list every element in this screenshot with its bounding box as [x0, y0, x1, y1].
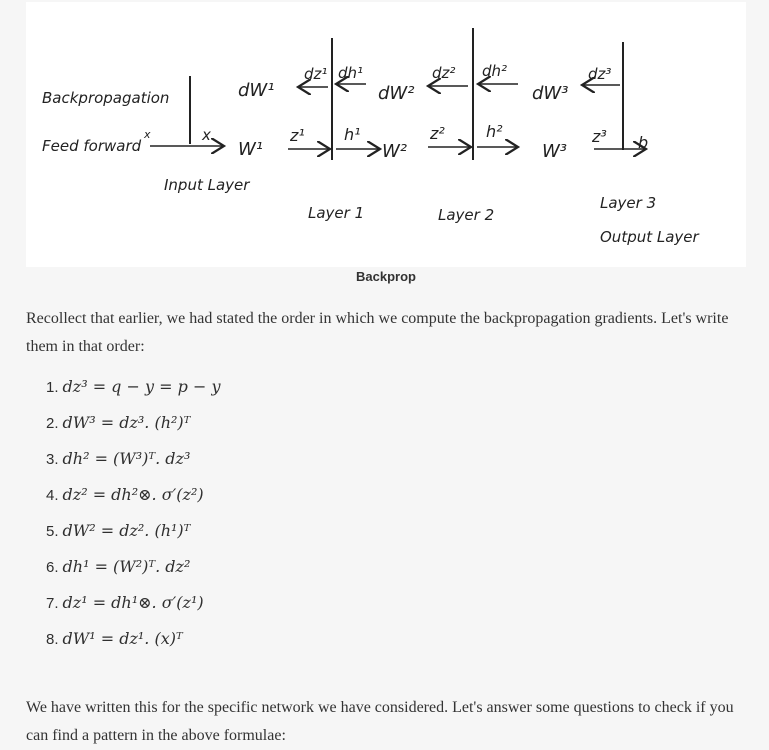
formula-item: 4. dz² = dh²⊗. σ′(z²) [46, 485, 204, 504]
backprop-diagram [26, 2, 746, 267]
dW1-label: dW¹ [238, 80, 275, 101]
formula-item: 2. dW³ = dz³. (h²)ᵀ [46, 413, 191, 432]
dW3-label: dW³ [532, 83, 569, 104]
formula-expr: dz³ = q − y = p − y [62, 377, 221, 396]
feedforward-label: Feed forward [42, 137, 142, 155]
W2-label: W² [382, 141, 408, 162]
dh2-label: dh² [482, 62, 508, 80]
formula-item: 3. dh² = (W³)ᵀ. dz³ [46, 449, 191, 468]
output-layer-label: Output Layer [600, 228, 699, 246]
formula-expr: dh¹ = (W²)ᵀ. dz² [62, 557, 191, 576]
z1-label: z¹ [290, 126, 305, 145]
h1-label: h¹ [344, 125, 361, 144]
layer1-label: Layer 1 [308, 204, 365, 222]
formula-expr: dW³ = dz³. (h²)ᵀ [62, 413, 191, 432]
input-layer-label: Input Layer [164, 176, 250, 194]
dz3-label: dz³ [588, 65, 612, 83]
W3-label: W³ [542, 141, 568, 162]
formula-expr: dW² = dz². (h¹)ᵀ [62, 521, 191, 540]
layer2-label: Layer 2 [438, 206, 495, 224]
formula-expr: dW¹ = dz¹. (x)ᵀ [62, 629, 183, 648]
dW2-label: dW² [378, 83, 415, 104]
dz2-label: dz² [432, 64, 456, 82]
b-label: b [638, 133, 649, 152]
figure-caption: Backprop [356, 269, 416, 284]
layer3-label: Layer 3 [600, 194, 657, 212]
W1-label: W¹ [238, 139, 264, 160]
formula-item: 7. dz¹ = dh¹⊗. σ′(z¹) [46, 593, 204, 612]
intro-paragraph: Recollect that earlier, we had stated the order in which we compute the backpropagation gradients. Let's write them in that order: [26, 310, 729, 355]
closing-paragraph: We have written this for the specific network we have considered. Let's answer some questions to check if you can find a pattern in the above formulae: [26, 699, 734, 744]
x-label: x [202, 126, 211, 144]
formula-item: 6. dh¹ = (W²)ᵀ. dz² [46, 557, 191, 576]
formula-list [46, 372, 220, 660]
z3-label: z³ [592, 127, 607, 146]
diagram-svg [26, 2, 746, 267]
dh1-label: dh¹ [338, 64, 364, 82]
formula-expr: dh² = (W³)ᵀ. dz³ [62, 449, 191, 468]
formula-item: 1. dz³ = q − y = p − y [46, 377, 221, 396]
x-superscript-label: x [144, 128, 151, 141]
formula-item: 5. dW² = dz². (h¹)ᵀ [46, 521, 191, 540]
formula-expr: dz¹ = dh¹⊗. σ′(z¹) [62, 593, 204, 612]
backprop-label: Backpropagation [42, 89, 170, 107]
dz1-label: dz¹ [304, 65, 328, 83]
h2-label: h² [486, 122, 503, 141]
formula-item: 8. dW¹ = dz¹. (x)ᵀ [46, 629, 183, 648]
formula-expr: dz² = dh²⊗. σ′(z²) [62, 485, 204, 504]
z2-label: z² [430, 124, 445, 143]
